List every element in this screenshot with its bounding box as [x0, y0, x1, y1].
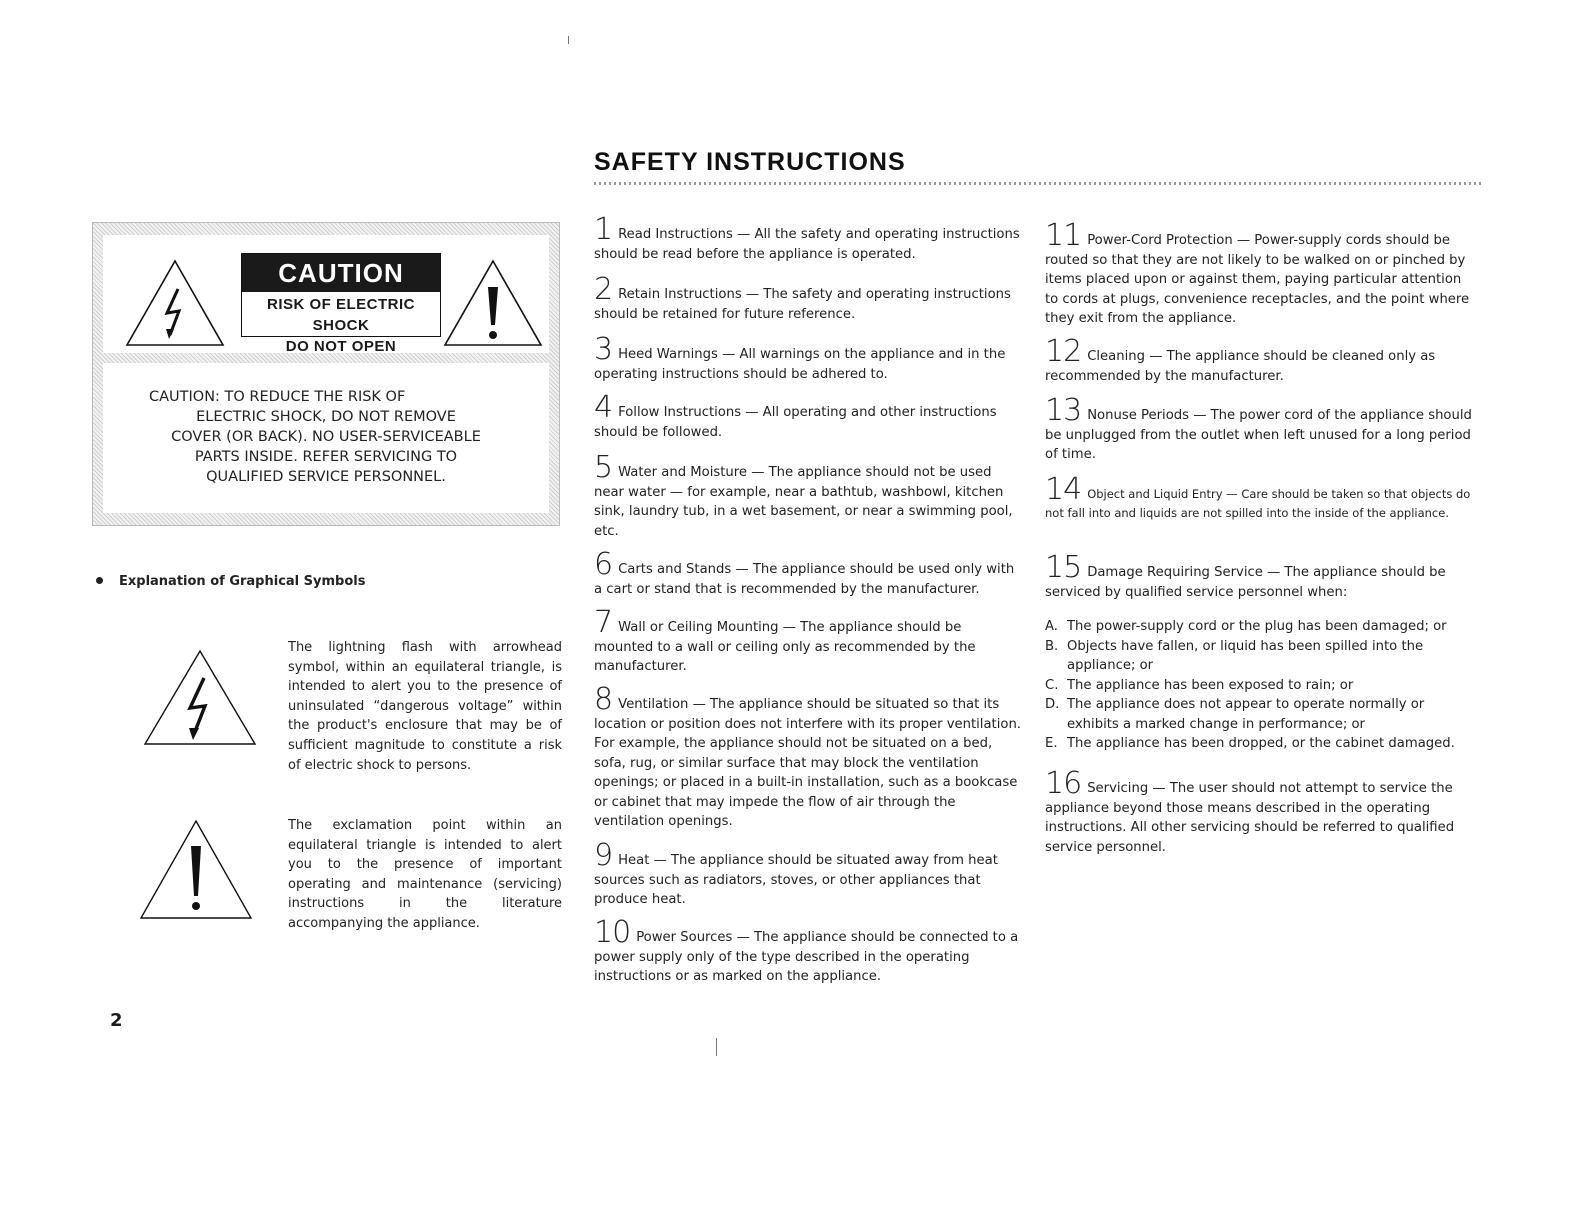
instruction-item-9 — [594, 838, 1022, 910]
caution-text-line: QUALIFIED SERVICE PERSONNEL. — [206, 469, 446, 485]
list-text: The appliance has been dropped, or the cabinet damaged. — [1067, 736, 1455, 751]
scan-mark-top — [568, 36, 569, 44]
item-text: Follow Instructions — All operating and other instructions should be followed. — [594, 405, 997, 440]
list-mark: A. — [1045, 619, 1058, 634]
caution-text-line: PARTS INSIDE. REFER SERVICING TO — [194, 449, 458, 465]
item-number: 12 — [1045, 334, 1082, 369]
instruction-item-1 — [594, 212, 1022, 264]
item-text: Cleaning — The appliance should be cleaned only as recommended by the manufacturer. — [1045, 349, 1436, 384]
page-number: 2 — [110, 1010, 123, 1031]
instruction-item-14 — [1045, 472, 1473, 523]
instruction-item-2 — [594, 272, 1022, 324]
title-rule — [594, 182, 1484, 185]
item-number: 13 — [1045, 393, 1082, 428]
instruction-item-11 — [1045, 218, 1473, 329]
instruction-item-10 — [594, 915, 1022, 987]
item-text: Servicing — The user should not attempt to service the appliance beyond those means described in the operating instructions. All other servicing should be referred to qualified service personnel. — [1045, 781, 1455, 855]
item-text: Object and Liquid Entry — Care should be taken so that objects do not fall into and liquids are not spilled into the inside of the appliance. — [1045, 487, 1471, 520]
caution-label-area — [103, 235, 549, 353]
caution-panel — [92, 222, 560, 526]
item-text: Carts and Stands — The appliance should be used only with a cart or stand that is recommended by the manufacturer. — [594, 562, 1015, 597]
instruction-item-5 — [594, 450, 1022, 541]
item-text: Wall or Ceiling Mounting — The appliance should be mounted to a wall or ceiling only as recommended by the manufacturer. — [594, 620, 976, 674]
list-item — [1045, 734, 1473, 754]
caution-text-area — [103, 363, 549, 513]
list-item — [1045, 617, 1473, 637]
item-number: 11 — [1045, 218, 1082, 253]
instruction-item-6 — [594, 547, 1022, 599]
bullet-icon — [96, 577, 103, 584]
caution-text-line: ELECTRIC SHOCK, DO NOT REMOVE — [196, 409, 456, 425]
item-number: 7 — [594, 605, 613, 640]
item-text: Retain Instructions — The safety and operating instructions should be retained for future reference. — [594, 287, 1011, 322]
lightning-triangle-icon — [142, 648, 258, 748]
list-item — [1045, 676, 1473, 696]
instruction-item-3 — [594, 332, 1022, 384]
item-number: 8 — [594, 682, 613, 717]
item-number: 14 — [1045, 472, 1082, 507]
scan-mark-bottom — [716, 1038, 717, 1056]
caution-text-line: COVER (OR BACK). NO USER-SERVICEABLE — [171, 429, 481, 445]
item-number: 6 — [594, 547, 613, 582]
list-mark: D. — [1045, 697, 1060, 712]
instruction-item-16 — [1045, 766, 1473, 857]
item-number: 5 — [594, 450, 613, 485]
lightning-explanation: The lightning flash with arrowhead symbol, within an equilateral triangle, is intended to alert you to the presence of uninsulated “dangerous voltage” within the product's enclosure that may be of sufficient magnitude to constitute a risk of electric shock to persons. — [288, 640, 562, 773]
item-text: Ventilation — The appliance should be situated so that its location or position does not interfere with its proper ventilation. For example, the appliance should not be situated on a bed, sofa, rug, or similar surface that may block the ventilation openings; or placed in a built-in installation, such as a bookcase or cabinet that may impede the flow of air through the ventilation openings. — [594, 697, 1021, 829]
list-mark: B. — [1045, 638, 1059, 654]
instruction-item-8 — [594, 682, 1022, 832]
exclamation-explanation: The exclamation point within an equilateral triangle is intended to alert you to the presence of important operating and maintenance (servicing) instructions in the literature accompanying the appliance. — [288, 818, 562, 931]
item-number: 16 — [1045, 766, 1082, 801]
list-item — [1045, 637, 1473, 676]
list-text: The power-supply cord or the plug has been damaged; or — [1067, 619, 1447, 634]
exclamation-triangle-icon — [138, 818, 254, 922]
lightning-triangle-icon — [123, 257, 227, 349]
list-text: The appliance has been exposed to rain; or — [1067, 677, 1354, 693]
item-text: Power Sources — The appliance should be connected to a power supply only of the type described in the operating instructions or as marked on the appliance. — [594, 930, 1019, 984]
item-text: Damage Requiring Service — The appliance should be serviced by qualified service personnel when: — [1045, 565, 1446, 600]
instruction-item-12 — [1045, 334, 1473, 386]
item-number: 10 — [594, 915, 631, 950]
item-text: Nonuse Periods — The power cord of the appliance should be unplugged from the outlet when left unused for a long period of time. — [1045, 408, 1472, 462]
instruction-item-13 — [1045, 393, 1473, 465]
instruction-item-4 — [594, 390, 1022, 442]
item-text: Heat — The appliance should be situated away from heat sources such as radiators, stoves, or other appliances that produce heat. — [594, 853, 998, 907]
item-text: Power-Cord Protection — Power-supply cords should be routed so that they are not likely to be walked on or pinched by items placed upon or against them, paying particular attention to cords at plugs, convenience receptacles, and the point where they exit from the appliance. — [1045, 233, 1470, 326]
item-text: Water and Moisture — The appliance should not be used near water — for example, near a bathtub, washbowl, kitchen sink, laundry tub, in a wet basement, or near a swimming pool, etc. — [594, 465, 1013, 539]
item-number: 3 — [594, 332, 613, 367]
item-number: 4 — [594, 390, 613, 425]
item-text: Heed Warnings — All warnings on the appliance and in the operating instructions should be adhered to. — [594, 347, 1006, 382]
list-item — [1045, 695, 1473, 734]
caution-text-line: CAUTION: TO REDUCE THE RISK OF — [149, 389, 406, 405]
caution-line-2: DO NOT OPEN — [285, 338, 397, 355]
caution-label — [241, 253, 441, 355]
explanation-heading — [96, 574, 365, 589]
list-text: The appliance does not appear to operate normally or exhibits a marked change in performance; or — [1067, 697, 1425, 732]
damage-conditions-list — [1045, 617, 1473, 754]
page-title: SAFETY INSTRUCTIONS — [594, 148, 906, 176]
item-number: 2 — [594, 272, 613, 307]
list-mark: E. — [1045, 736, 1058, 751]
caution-text — [103, 387, 549, 487]
list-mark: C. — [1045, 677, 1059, 693]
instruction-item-7 — [594, 605, 1022, 677]
caution-line-1: RISK OF ELECTRIC SHOCK — [266, 296, 415, 334]
item-number: 1 — [594, 212, 613, 247]
item-text: Read Instructions — All the safety and operating instructions should be read before the appliance is operated. — [594, 227, 1020, 262]
caution-heading: CAUTION — [242, 254, 440, 292]
explanation-heading-text: Explanation of Graphical Symbols — [119, 574, 366, 589]
item-number: 9 — [594, 838, 613, 873]
exclamation-triangle-icon — [441, 257, 545, 349]
instruction-item-15 — [1045, 550, 1473, 602]
list-text: Objects have fallen, or liquid has been spilled into the appliance; or — [1067, 638, 1424, 673]
item-number: 15 — [1045, 550, 1082, 585]
